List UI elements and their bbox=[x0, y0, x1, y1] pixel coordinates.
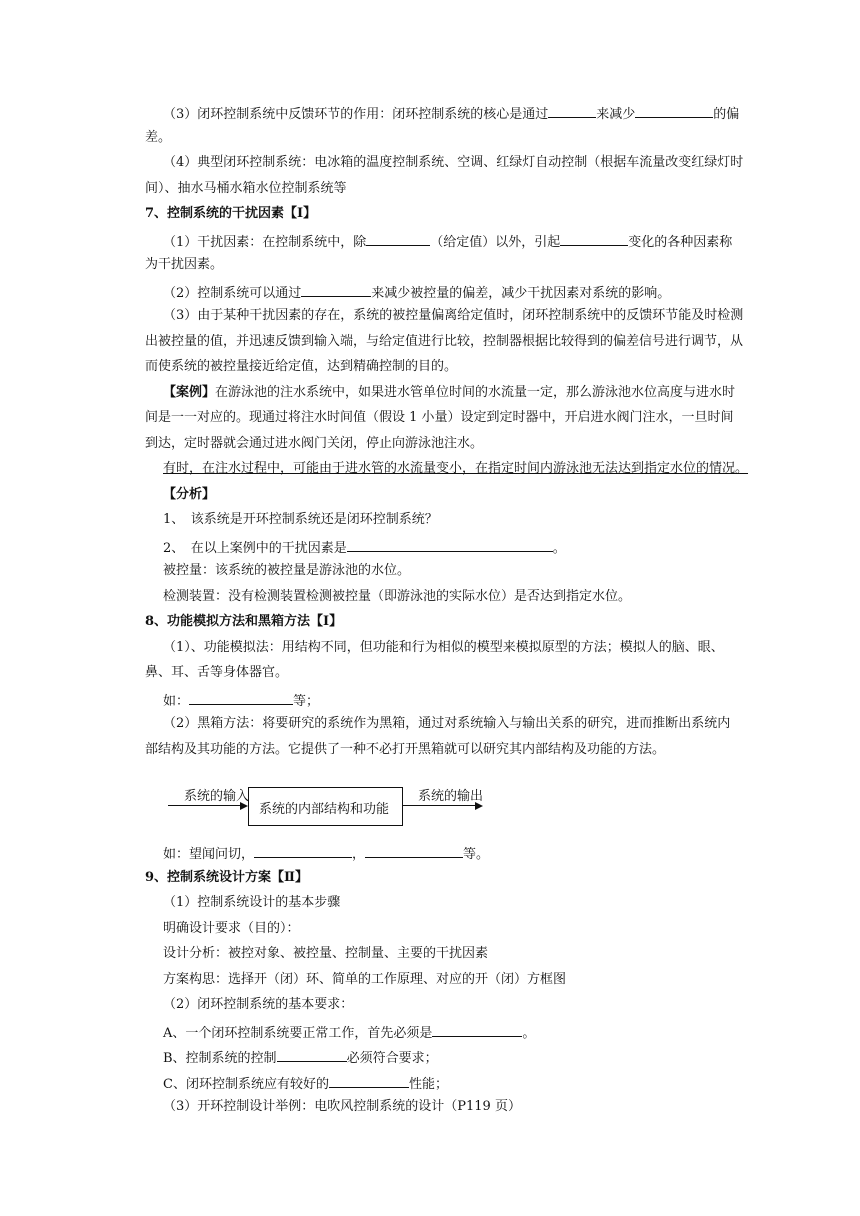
case-label: 【案例】 bbox=[163, 385, 216, 400]
s8-p2-line1: （2）黑箱方法：将要研究的系统作为黑箱，通过对系统输入与输出关系的研究，进而推断出系统内 bbox=[163, 716, 731, 731]
s9-req-a: A、一个闭环控制系统要正常工作，首先必须是 。 bbox=[163, 1022, 535, 1043]
diagram-input-label: 系统的输入 bbox=[184, 789, 250, 804]
input-arrowhead bbox=[240, 802, 248, 810]
s9-p2: （2）闭环控制系统的基本要求： bbox=[163, 997, 354, 1012]
section-8-heading: 8、功能模拟方法和黑箱方法【Ⅰ】 bbox=[145, 614, 343, 629]
diagram-box-label: 系统的内部结构和功能 bbox=[259, 802, 390, 817]
s9-p3: （3）开环控制设计举例：电吹风控制系统的设计（P119 页） bbox=[163, 1099, 521, 1114]
s7-p1-line2: 为干扰因素。 bbox=[145, 257, 224, 272]
s8-example-1: 如： 等； bbox=[163, 690, 319, 711]
s8-p2-line2: 部结构及其功能的方法。它提供了一种不必打开黑箱就可以研究其内部结构及功能的方法。 bbox=[145, 742, 666, 757]
s6-p4-line1: （4）典型闭环控制系统：电冰箱的温度控制系统、空调、红绿灯自动控制（根据车流量改变红绿灯时 bbox=[163, 155, 744, 170]
s9-p1: （1）控制系统设计的基本步骤 bbox=[163, 895, 341, 910]
s8-p1-line2: 鼻、耳、舌等身体器官。 bbox=[145, 665, 289, 680]
case-line4: 有时，在注水过程中，可能由于进水管的水流量变小，在指定时间内游泳池无法达到指定水位的情况。 bbox=[163, 461, 749, 476]
answer-blank[interactable] bbox=[189, 690, 293, 705]
answer-blank[interactable] bbox=[635, 103, 713, 118]
case-line3: 到达，定时器就会通过进水阀门关闭，停止向游泳池注水。 bbox=[145, 436, 484, 451]
answer-blank[interactable] bbox=[366, 231, 430, 246]
input-arrow-line bbox=[168, 805, 240, 806]
output-arrow-line bbox=[403, 805, 475, 806]
detection-device: 检测装置：没有检测装置检测被控量（即游泳池的实际水位）是否达到指定水位。 bbox=[163, 589, 632, 604]
s7-p3-line2: 出被控量的值，并迅速反馈到输入端，与给定值进行比较，控制器根据比较得到的偏差信号进行调节，从 bbox=[145, 334, 744, 349]
answer-blank[interactable] bbox=[254, 843, 352, 858]
s9-step3: 方案构思：选择开（闭）环、简单的工作原理、对应的开（闭）方框图 bbox=[163, 972, 567, 987]
s9-req-c: C、闭环控制系统应有较好的 性能； bbox=[163, 1073, 448, 1094]
answer-blank[interactable] bbox=[365, 843, 463, 858]
s8-p1-line1: （1）、功能模拟法：用结构不同，但功能和行为相似的模型来模拟原型的方法；模拟人的脑、眼、 bbox=[163, 640, 724, 655]
controlled-variable: 被控量：该系统的被控量是游泳池的水位。 bbox=[163, 563, 411, 578]
s6-p3-line1: （3）闭环控制系统中反馈环节的作用：闭环控制系统的核心是通过 来减少 的偏 bbox=[163, 103, 739, 124]
answer-blank[interactable] bbox=[347, 537, 553, 552]
s7-p2: （2）控制系统可以通过 来减少被控量的偏差，减少干扰因素对系统的影响。 bbox=[163, 282, 670, 303]
case-line1: 【案例】在游泳池的注水系统中，如果进水管单位时间的水流量一定，那么游泳池水位高度与进水时 bbox=[163, 385, 736, 400]
analysis-label: 【分析】 bbox=[163, 487, 216, 502]
s7-p3-line1: （3）由于某种干扰因素的存在，系统的被控量偏离给定值时，闭环控制系统中的反馈环节能及时检测 bbox=[163, 308, 744, 323]
section-7-heading: 7、控制系统的干扰因素【Ⅰ】 bbox=[145, 206, 317, 221]
question-1: 1、 该系统是开环控制系统还是闭环控制系统？ bbox=[163, 512, 438, 527]
s7-p1-line1: （1）干扰因素：在控制系统中，除 （给定值）以外，引起 变化的各种因素称 bbox=[163, 231, 732, 252]
s7-p3-line3: 而使系统的被控量接近给定值，达到精确控制的目的。 bbox=[145, 359, 458, 374]
s6-p4-line2: 间）、抽水马桶水箱水位控制系统等 bbox=[145, 181, 347, 196]
s9-req-b: B、控制系统的控制 必须符合要求； bbox=[163, 1047, 438, 1068]
answer-blank[interactable] bbox=[301, 282, 371, 297]
section-9-heading: 9、控制系统设计方案【Ⅱ】 bbox=[145, 870, 309, 885]
s8-example-2: 如：望闻问切， ， 等。 bbox=[163, 843, 489, 864]
diagram-output-label: 系统的输出 bbox=[418, 789, 484, 804]
case-line2: 间是一一对应的。现通过将注水时间值（假设 1 小量）设定到定时器中，开启进水阀门注水，一旦时间 bbox=[145, 410, 734, 425]
question-2: 2、 在以上案例中的干扰因素是 。 bbox=[163, 537, 566, 558]
s9-step1: 明确设计要求（目的）： bbox=[163, 921, 300, 936]
answer-blank[interactable] bbox=[560, 231, 628, 246]
answer-blank[interactable] bbox=[548, 103, 596, 118]
answer-blank[interactable] bbox=[329, 1073, 409, 1088]
s6-p3-line2: 差。 bbox=[145, 130, 172, 145]
answer-blank[interactable] bbox=[432, 1022, 522, 1037]
s9-step2: 设计分析：被控对象、被控量、控制量、主要的干扰因素 bbox=[163, 946, 489, 961]
answer-blank[interactable] bbox=[277, 1047, 347, 1062]
